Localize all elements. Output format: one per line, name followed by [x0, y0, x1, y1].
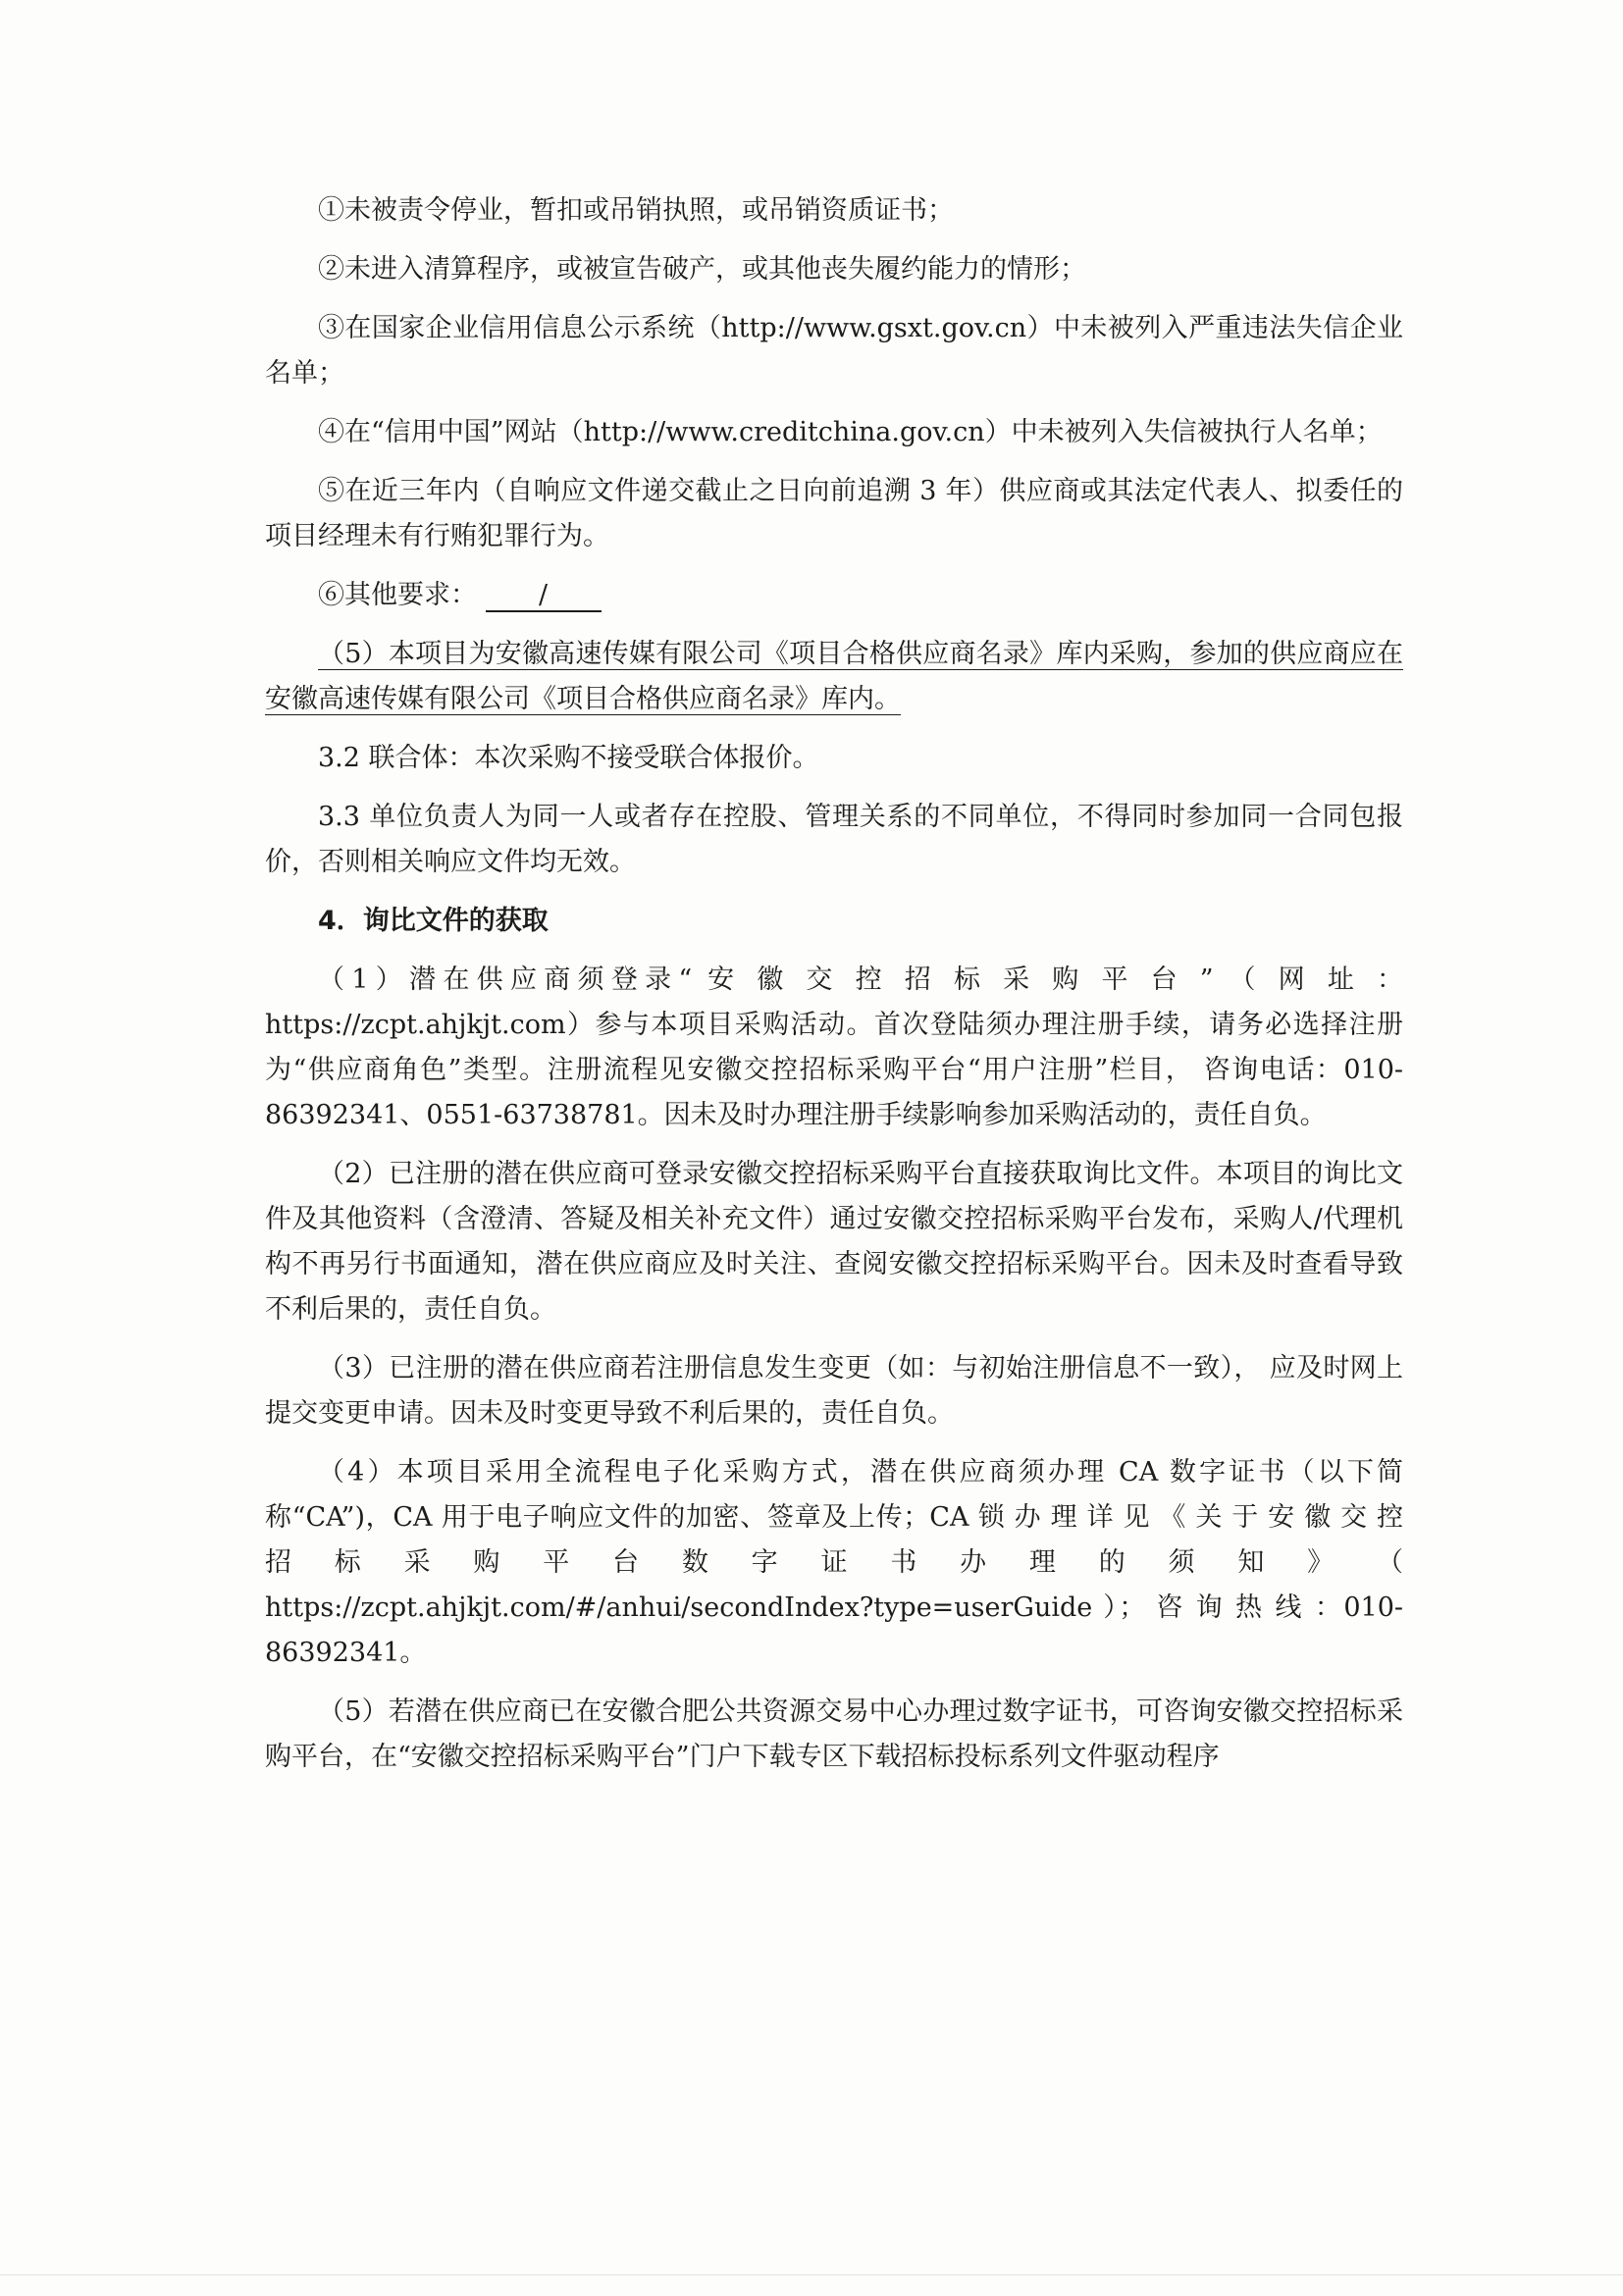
requirement-3: ③在国家企业信用信息公示系统（http://www.gsxt.gov.cn）中未被列入严重违法失信企业名单；: [265, 313, 1403, 389]
requirement-6: [265, 573, 1403, 618]
section-4-paragraph-3: （3）已注册的潜在供应商若注册信息发生变更（如：与初始注册信息不一致）， 应及时网上提交变更申请。因未及时变更导致不利后果的，责任自负。: [265, 1353, 1403, 1429]
requirement-6-label: ⑥其他要求：: [318, 580, 477, 610]
section-4-paragraph-5: （5）若潜在供应商已在安徽合肥公共资源交易中心办理过数字证书，可咨询安徽交控招标采购平台，在“安徽交控招标采购平台”门户下载专区下载招标投标系列文件驱动程序: [265, 1696, 1403, 1772]
clause-3-2: 3.2 联合体：本次采购不接受联合体报价。: [318, 743, 819, 773]
section-4-paragraph-1: （1）潜在供应商须登录“ 安 徽 交 控 招 标 采 购 平 台 ” （ 网 址 ：https://zcpt.ahjkjt.com）参与本项目采购活动。首次登陆须办理注册手续，请务必选择注册为“供应商角色”类型。注册流程见安徽交控招标采购平台“用户注册”栏目， 咨询电话：010-86392341、0551-63738781。因未及时办理注册手续影响参加采购活动的，责任自负。: [265, 965, 1403, 1130]
requirement-6-value: /: [486, 581, 602, 612]
section-4-heading: 4．询比文件的获取: [318, 906, 549, 936]
requirement-1: ①未被责令停业，暂扣或吊销执照，或吊销资质证书；: [318, 195, 954, 226]
requirement-5: ⑤在近三年内（自响应文件递交截止之日向前追溯 3 年）供应商或其法定代表人、拟委任的项目经理未有行贿犯罪行为。: [265, 476, 1403, 551]
clause-3-3: 3.3 单位负责人为同一人或者存在控股、管理关系的不同单位，不得同时参加同一合同包报价，否则相关响应文件均无效。: [265, 802, 1403, 877]
section-4-paragraph-2: （2）已注册的潜在供应商可登录安徽交控招标采购平台直接获取询比文件。本项目的询比文件及其他资料（含澄清、答疑及相关补充文件）通过安徽交控招标采购平台发布，采购人/代理机构不再另行书面通知，潜在供应商应及时关注、查阅安徽交控招标采购平台。因未及时查看导致不利后果的，责任自负。: [265, 1159, 1403, 1325]
requirement-2: ②未进入清算程序，或被宣告破产，或其他丧失履约能力的情形；: [318, 254, 1086, 285]
scan-edge-line: [0, 2274, 1623, 2275]
requirement-catalog-text: （5）本项目为安徽高速传媒有限公司《项目合格供应商名录》库内采购，参加的供应商应在安徽高速传媒有限公司《项目合格供应商名录》库内。: [265, 639, 1403, 714]
document-page: [265, 188, 1403, 1794]
section-4-paragraph-4: （4）本项目采用全流程电子化采购方式，潜在供应商须办理 CA 数字证书（以下简称“CA”)，CA 用于电子响应文件的加密、签章及上传；CA 锁 办 理 详 见 《 关 于 安 徽 交 控 招 标 采 购 平 台 数 字 证 书 办 理 的 须 知 》 （ https://zcpt.ahjkjt.com/#/anhui/secondIndex?type=userGuide ）； 咨 询 热 线 ：010-86392341。: [265, 1457, 1403, 1668]
requirement-4: ④在“信用中国”网站（http://www.creditchina.gov.cn）中未被列入失信被执行人名单；: [318, 417, 1383, 447]
requirement-catalog: [265, 632, 1403, 722]
